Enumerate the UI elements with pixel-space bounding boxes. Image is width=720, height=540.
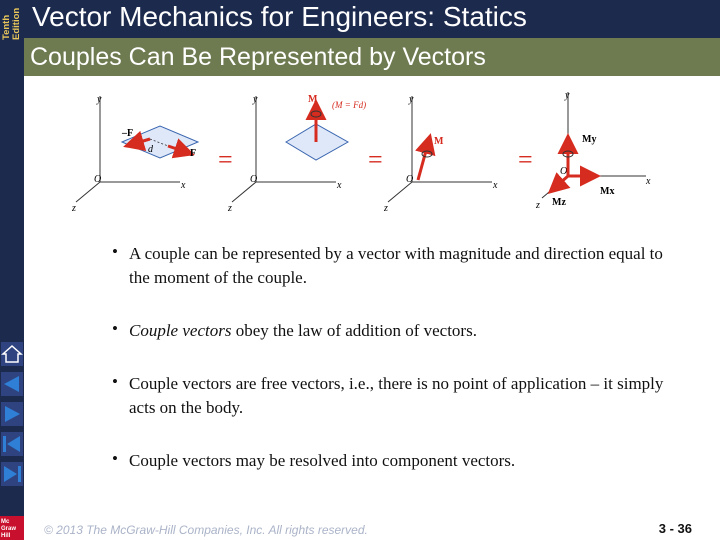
- copyright-notice: © 2013 The McGraw-Hill Companies, Inc. All rights reserved.: [44, 523, 368, 537]
- slide-subtitle: Couples Can Be Represented by Vectors: [30, 43, 486, 71]
- svg-text:y: y: [409, 94, 414, 105]
- svg-text:(M = Fd): (M = Fd): [332, 100, 367, 110]
- svg-text:z: z: [384, 203, 388, 214]
- svg-text:O: O: [94, 174, 102, 185]
- left-sidebar: [0, 0, 24, 540]
- prev-icon[interactable]: [0, 371, 24, 397]
- svg-text:x: x: [337, 180, 342, 191]
- edition-line1: Tenth: [1, 14, 12, 40]
- panel-components: [535, 90, 651, 211]
- panel-moment: [227, 94, 366, 214]
- page-number: 3 - 36: [658, 521, 692, 536]
- panel-free-vector: [383, 94, 498, 214]
- edition-line2: Edition: [11, 7, 22, 40]
- svg-text:–F: –F: [122, 128, 134, 139]
- equals-sign: =: [218, 145, 233, 174]
- svg-text:x: x: [646, 176, 651, 187]
- mcgraw-hill-logo: Mc Graw Hill: [0, 516, 24, 540]
- home-icon[interactable]: [0, 341, 24, 367]
- subtitle-bar: [24, 38, 720, 76]
- svg-text:d: d: [148, 144, 153, 155]
- svg-text:=: =: [368, 145, 383, 174]
- panel-couple-forces: [71, 94, 198, 214]
- svg-text:y: y: [565, 90, 570, 101]
- edition-badge: [0, 0, 24, 44]
- next-icon[interactable]: [0, 401, 24, 427]
- svg-text:M: M: [434, 136, 444, 147]
- svg-text:x: x: [181, 180, 186, 191]
- svg-text:M: M: [308, 94, 318, 105]
- couple-vector-diagram: [60, 84, 660, 218]
- last-icon[interactable]: [0, 461, 24, 487]
- svg-text:z: z: [536, 200, 540, 211]
- svg-text:Mz: Mz: [552, 197, 566, 208]
- svg-text:x: x: [493, 180, 498, 191]
- svg-text:z: z: [72, 203, 76, 214]
- svg-text:y: y: [253, 94, 258, 105]
- title-bar: [24, 0, 720, 38]
- svg-text:F: F: [190, 148, 197, 159]
- svg-text:y: y: [97, 94, 102, 105]
- first-icon[interactable]: [0, 431, 24, 457]
- svg-text:Mx: Mx: [600, 186, 615, 197]
- svg-text:z: z: [228, 203, 232, 214]
- svg-text:O: O: [250, 174, 258, 185]
- svg-text:=: =: [518, 145, 533, 174]
- z-axis: [76, 182, 100, 202]
- page-title: Vector Mechanics for Engineers: Statics: [32, 1, 527, 32]
- svg-text:O: O: [560, 166, 568, 177]
- svg-text:My: My: [582, 134, 597, 145]
- svg-text:O: O: [406, 174, 414, 185]
